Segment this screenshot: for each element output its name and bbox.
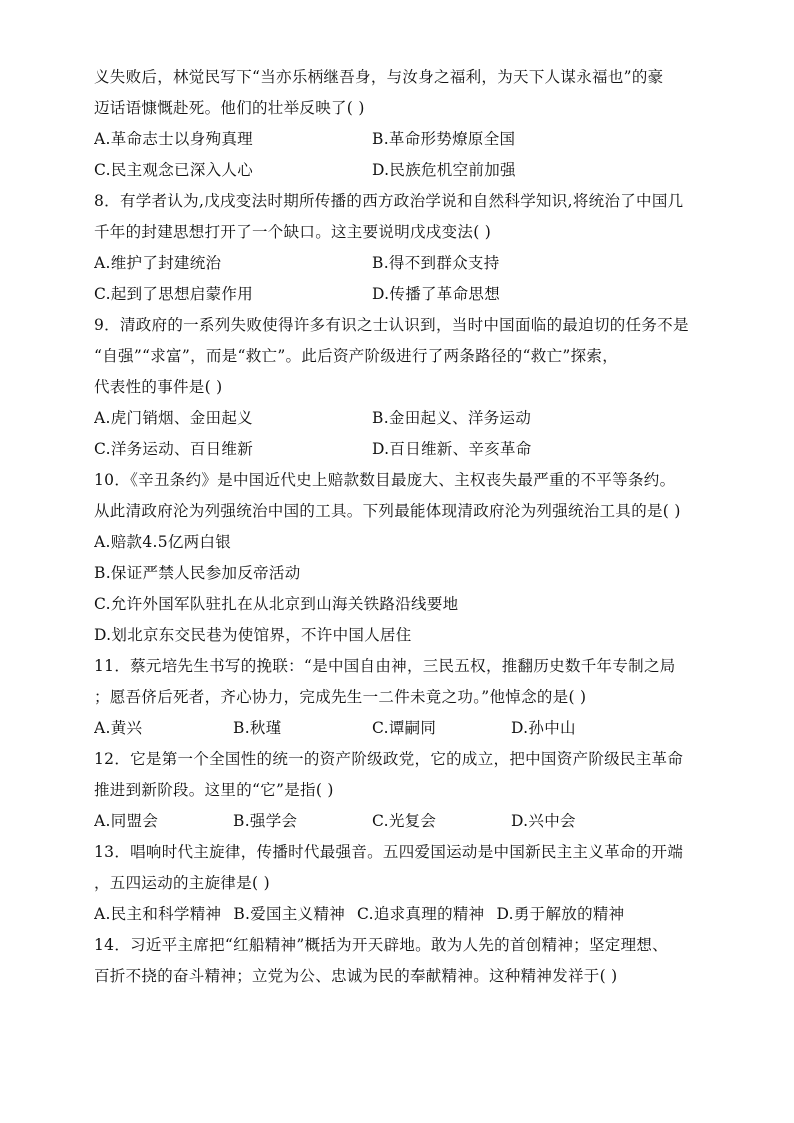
question-9 xyxy=(94,310,704,465)
question-8-option-c: C.起到了思想启蒙作用 xyxy=(94,285,254,303)
question-7-option-a: A.革命志士以身殉真理 xyxy=(94,130,253,148)
question-8-option-a: A.维护了封建统治 xyxy=(94,254,222,272)
question-12-stem-line-1: 12．它是第一个全国性的统一的资产阶级政党，它的成立，把中国资产阶级民主革命 xyxy=(94,750,684,768)
question-9-option-c: C.洋务运动、百日维新 xyxy=(94,440,254,458)
question-11 xyxy=(94,651,704,744)
question-11-stem-line-1: 11．蔡元培先生书写的挽联：“是中国自由神，三民五权，推翻历史数千年专制之局 xyxy=(94,657,676,675)
question-13-option-c: C.追求真理的精神 xyxy=(357,905,485,923)
question-9-stem-line-1: 9．清政府的一系列失败使得许多有识之士认识到，当时中国面临的最迫切的任务不是 xyxy=(94,316,689,334)
question-14-stem-line-2: 百折不挠的奋斗精神；立党为公、忠诚为民的奉献精神。这种精神发祥于( ) xyxy=(94,967,618,985)
question-10-option-a: A.赔款4.5亿两白银 xyxy=(94,533,232,551)
question-13-options-row xyxy=(94,899,704,930)
question-12-option-d: D.兴中会 xyxy=(511,812,576,830)
question-9-options-row-1 xyxy=(94,403,704,434)
question-13-option-b: B.爱国主义精神 xyxy=(233,905,346,923)
question-10 xyxy=(94,465,704,651)
question-9-options-row-2 xyxy=(94,434,704,465)
question-12-option-a: A.同盟会 xyxy=(94,812,159,830)
question-11-option-b: B.秋瑾 xyxy=(233,719,282,737)
question-7-stem-line-1: 义失败后，林觉民写下“当亦乐柄继吾身，与汝身之福利，为天下人谋永福也”的豪 xyxy=(94,68,664,86)
question-9-option-a: A.虎门销烟、金田起义 xyxy=(94,409,253,427)
question-12 xyxy=(94,744,704,837)
question-7-option-c: C.民主观念已深入人心 xyxy=(94,161,254,179)
question-7-options-row-2 xyxy=(94,155,704,186)
question-13-option-a: A.民主和科学精神 xyxy=(94,905,222,923)
question-9-stem-line-2: “自强”“求富”，而是“救亡”。此后资产阶级进行了两条路径的“救亡”探索， xyxy=(94,347,618,365)
question-10-option-c: C.允许外国军队驻扎在从北京到山海关铁路沿线要地 xyxy=(94,595,459,613)
question-10-stem-line-1: 10．《辛丑条约》是中国近代史上赔款数目最庞大、主权丧失最严重的不平等条约。 xyxy=(94,471,676,489)
question-10-stem-line-2: 从此清政府沦为列强统治中国的工具。下列最能体现清政府沦为列强统治工具的是( ) xyxy=(94,502,681,520)
question-9-option-b: B.金田起义、洋务运动 xyxy=(372,409,532,427)
question-8-stem-line-1: 8．有学者认为,戊戌变法时期所传播的西方政治学说和自然科学知识,将统治了中国几 xyxy=(94,192,684,210)
question-11-option-d: D.孙中山 xyxy=(511,719,576,737)
question-11-options-row xyxy=(94,713,704,744)
question-9-option-d: D.百日维新、辛亥革命 xyxy=(372,440,532,458)
question-12-option-b: B.强学会 xyxy=(233,812,298,830)
question-8-options-row-2 xyxy=(94,279,704,310)
question-14-stem-line-1: 14．习近平主席把“红船精神”概括为开天辟地。敢为人先的首创精神；坚定理想、 xyxy=(94,936,668,954)
question-11-stem-line-2: ；愿吾侪后死者，齐心协力，完成先生一二件未竟之功。”他悼念的是( ) xyxy=(94,688,587,706)
question-8-stem-line-2: 千年的封建思想打开了一个缺口。这主要说明戊戌变法( ) xyxy=(94,223,492,241)
question-12-option-c: C.光复会 xyxy=(372,812,437,830)
question-7-options-row-1 xyxy=(94,124,704,155)
question-13-option-d: D.勇于解放的精神 xyxy=(496,905,625,923)
question-10-option-b: B.保证严禁人民参加反帝活动 xyxy=(94,564,301,582)
question-14 xyxy=(94,930,704,992)
question-11-option-a: A.黄兴 xyxy=(94,719,143,737)
question-7 xyxy=(94,62,704,186)
question-13 xyxy=(94,837,704,930)
question-13-stem-line-2: ，五四运动的主旋律是( ) xyxy=(94,874,270,892)
question-8 xyxy=(94,186,704,310)
question-12-options-row xyxy=(94,806,704,837)
question-content xyxy=(94,62,704,992)
question-8-options-row-1 xyxy=(94,248,704,279)
question-8-option-d: D.传播了革命思想 xyxy=(372,285,501,303)
question-8-option-b: B.得不到群众支持 xyxy=(372,254,500,272)
question-7-option-d: D.民族危机空前加强 xyxy=(372,161,516,179)
question-7-stem-line-2: 迈话语慷慨赴死。他们的壮举反映了( ) xyxy=(94,99,365,117)
question-10-option-d: D.划北京东交民巷为使馆界，不许中国人居住 xyxy=(94,626,412,644)
question-12-stem-line-2: 推进到新阶段。这里的“它”是指( ) xyxy=(94,781,334,799)
question-13-stem-line-1: 13．唱响时代主旋律，传播时代最强音。五四爱国运动是中国新民主主义革命的开端 xyxy=(94,843,684,861)
question-11-option-c: C.谭嗣同 xyxy=(372,719,437,737)
question-7-option-b: B.革命形势燎原全国 xyxy=(372,130,516,148)
question-9-stem-line-3: 代表性的事件是( ) xyxy=(94,378,223,396)
